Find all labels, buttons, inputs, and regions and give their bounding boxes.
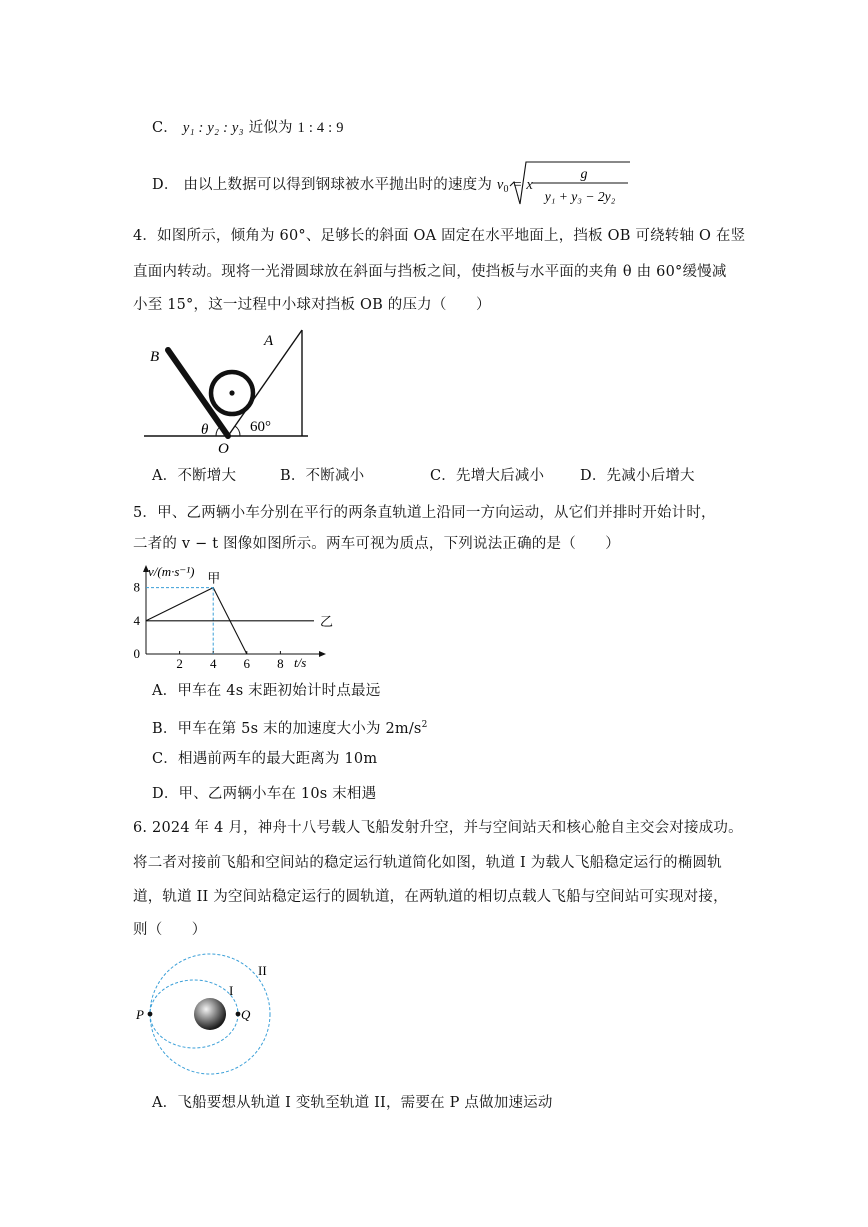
q6-stem-line1: 6. 2024 年 4 月，神舟十八号载人飞船发射升空，并与空间站天和核心舱自主交会对接成功。 <box>133 820 743 836</box>
q3-fraction-denominator: y₁ + y₃ − 2y₂ <box>544 189 616 204</box>
point-q <box>236 1012 241 1017</box>
label-a: A <box>264 333 274 349</box>
ball-center <box>229 390 234 395</box>
q3-fraction-numerator: g <box>580 167 588 182</box>
q5-option-a: A．甲车在 4s 末距初始计时点最远 <box>152 683 381 699</box>
q4-option-d: D．先减小后增大 <box>580 468 695 484</box>
q4-option-a: A．不断增大 <box>152 468 237 484</box>
point-p <box>148 1012 153 1017</box>
x-axis-arrow <box>319 651 326 657</box>
q3-sqrt-fraction <box>508 158 634 210</box>
chart-x-axis-label: t/s <box>294 655 307 670</box>
label-q: Q <box>241 1007 251 1022</box>
x-tick-label: 6 <box>243 656 251 671</box>
label-theta: θ <box>201 422 209 438</box>
series-label-jia: 甲 <box>207 570 221 586</box>
q3-option-c: C． y₁ : y₂ : y₃ 近似为 1 : 4 : 9 <box>152 120 344 136</box>
q6-stem-line3: 道，轨道 II 为空间站稳定运行的圆轨道，在两轨道的相切点载人飞船与空间站可实现对接， <box>133 889 728 905</box>
y-tick-label: 4 <box>133 612 140 628</box>
earth-icon <box>194 998 226 1030</box>
x-tick-label: 8 <box>277 656 284 671</box>
q5-stem-line2: 二者的 v − t 图像如图所示。两车可视为质点，下列说法正确的是（ ） <box>133 536 621 552</box>
q4-stem-line3: 小至 15°，这一过程中小球对挡板 OB 的压力（ ） <box>133 297 491 313</box>
label-o: O <box>218 441 229 457</box>
label-orbit-i: I <box>229 983 234 998</box>
q3-option-c-math: y₁ : y₂ : y₃ <box>182 120 244 136</box>
q6-orbit-figure <box>128 955 288 1077</box>
label-p: P <box>136 1007 144 1022</box>
x-tick-label: 2 <box>176 656 183 671</box>
q5-option-d: D．甲、乙两辆小车在 10s 末相遇 <box>152 786 377 802</box>
q5-stem-line1: 5．甲、乙两辆小车分别在平行的两条直轨道上沿同一方向运动，从它们并排时开始计时， <box>133 505 716 521</box>
q5-vt-chart <box>126 562 334 674</box>
q4-stem-line2: 直面内转动。现将一光滑圆球放在斜面与挡板之间，使挡板与水平面的夹角 θ 由 60°缓慢减 <box>133 264 727 280</box>
label-b: B <box>150 349 160 365</box>
chart-series <box>146 571 333 654</box>
incline-angle-arc <box>235 426 240 436</box>
y-tick-label: 8 <box>133 579 140 595</box>
y-tick-label: 0 <box>133 646 140 661</box>
q6-stem-line2: 将二者对接前飞船和空间站的稳定运行轨道简化如图，轨道 I 为载人飞船稳定运行的椭圆轨 <box>133 855 722 871</box>
q5-option-b: B．甲车在第 5s 末的加速度大小为 $2m/s^2$ <box>152 720 428 737</box>
q4-options <box>152 466 695 486</box>
q5-option-c: C．相遇前两车的最大距离为 10m <box>152 751 378 767</box>
board-ob <box>168 350 228 436</box>
q6-option-a: A．飞船要想从轨道 I 变轨至轨道 II，需要在 P 点做加速运动 <box>152 1095 553 1111</box>
q4-stem-line1: 4．如图所示，倾角为 60°、足够长的斜面 OA 固定在水平地面上，挡板 OB 可绕转轴 O 在竖 <box>133 228 746 244</box>
q6-stem-line4: 则（ ） <box>133 922 207 938</box>
chart-y-axis-label: v/(m·s⁻¹) <box>148 564 195 579</box>
q4-option-b: B．不断减小 <box>280 468 365 484</box>
label-orbit-ii: II <box>258 963 267 978</box>
q4-incline-figure <box>140 328 320 456</box>
label-60-degrees: 60° <box>250 419 271 435</box>
series-label-yi: 乙 <box>320 613 334 629</box>
q3-option-d: D． 由以上数据可以得到钢球被水平抛出时的速度为 $v_0 = x$ <box>152 177 533 195</box>
chart-ticks <box>134 580 284 671</box>
x-tick-label: 4 <box>209 656 217 671</box>
q4-option-c: C．先增大后减小 <box>430 468 545 484</box>
